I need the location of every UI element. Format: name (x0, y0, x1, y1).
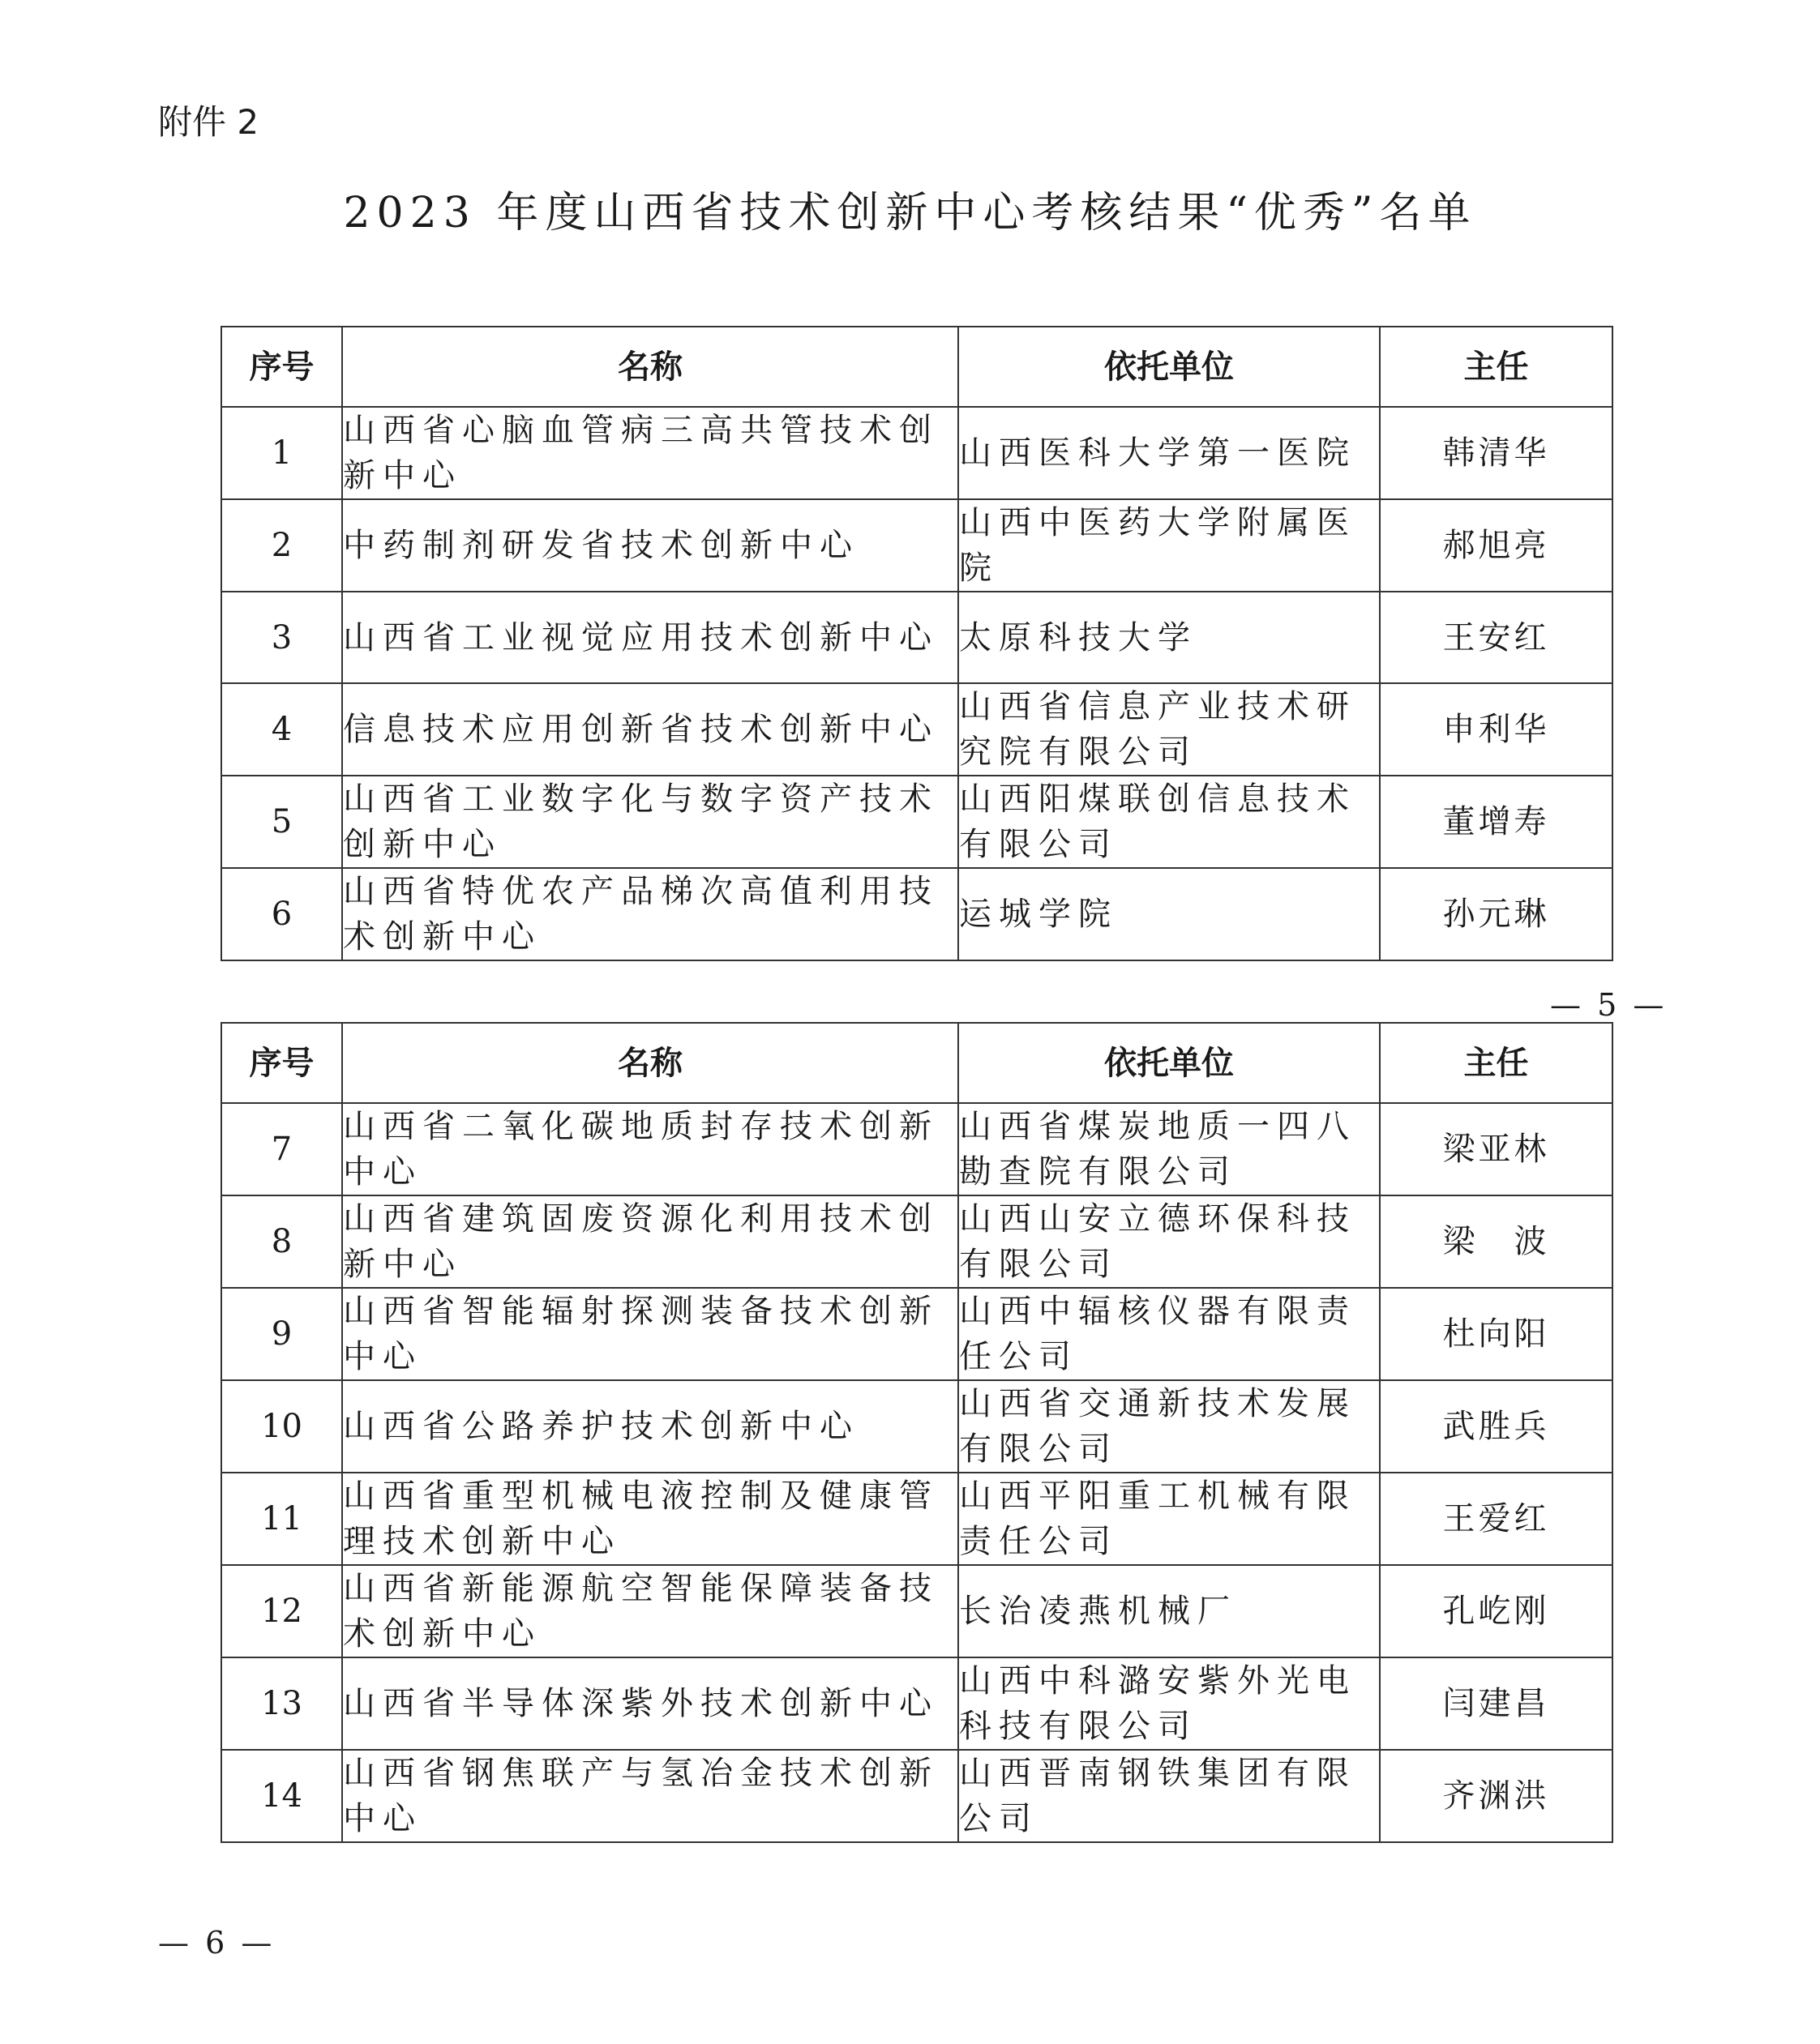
header-organization: 依托单位 (958, 327, 1380, 407)
table-row (221, 1750, 1612, 1842)
row-organization: 山西晋南钢铁集团有限公司 (958, 1750, 1380, 1842)
row-name: 山西省心脑血管病三高共管技术创新中心 (342, 407, 958, 499)
row-index: 12 (221, 1565, 342, 1657)
document-title: 2023 年度山西省技术创新中心考核结果“优秀”名单 (343, 189, 1477, 237)
table-row (221, 1195, 1612, 1288)
row-name: 山西省半导体深紫外技术创新中心 (342, 1657, 958, 1750)
row-name: 山西省公路养护技术创新中心 (342, 1380, 958, 1473)
row-name: 山西省工业视觉应用技术创新中心 (342, 592, 958, 683)
row-index: 7 (221, 1103, 342, 1195)
header-organization: 依托单位 (958, 1023, 1380, 1103)
table-row (221, 1565, 1612, 1657)
table-row (221, 407, 1612, 499)
row-index: 10 (221, 1380, 342, 1473)
row-name: 中药制剂研发省技术创新中心 (342, 499, 958, 592)
row-index: 8 (221, 1195, 342, 1288)
row-director: 申利华 (1380, 683, 1612, 776)
row-director: 闫建昌 (1380, 1657, 1612, 1750)
row-organization: 运城学院 (958, 868, 1380, 960)
row-index: 13 (221, 1657, 342, 1750)
table-row (221, 683, 1612, 776)
row-index: 2 (221, 499, 342, 592)
row-director: 武胜兵 (1380, 1380, 1612, 1473)
page-number-5: — 5 — (1550, 987, 1668, 1023)
row-director: 董增寿 (1380, 776, 1612, 868)
row-index: 3 (221, 592, 342, 683)
header-index: 序号 (221, 1023, 342, 1103)
row-organization: 山西中医药大学附属医院 (958, 499, 1380, 592)
row-director: 梁 波 (1380, 1195, 1612, 1288)
row-index: 1 (221, 407, 342, 499)
row-organization: 长治凌燕机械厂 (958, 1565, 1380, 1657)
row-index: 5 (221, 776, 342, 868)
results-table-page-5 (221, 326, 1613, 961)
row-director: 齐渊洪 (1380, 1750, 1612, 1842)
row-organization: 山西医科大学第一医院 (958, 407, 1380, 499)
table-row (221, 1473, 1612, 1565)
page-number-6: — 6 — (158, 1925, 276, 1961)
row-organization: 山西山安立德环保科技有限公司 (958, 1195, 1380, 1288)
table-row (221, 776, 1612, 868)
row-organization: 山西中辐核仪器有限责任公司 (958, 1288, 1380, 1380)
header-director: 主任 (1380, 327, 1612, 407)
table-row (221, 1103, 1612, 1195)
row-organization: 山西平阳重工机械有限责任公司 (958, 1473, 1380, 1565)
row-director: 孙元琳 (1380, 868, 1612, 960)
row-organization: 山西省煤炭地质一四八勘查院有限公司 (958, 1103, 1380, 1195)
row-name: 山西省二氧化碳地质封存技术创新中心 (342, 1103, 958, 1195)
header-director: 主任 (1380, 1023, 1612, 1103)
table-row (221, 592, 1612, 683)
row-organization: 山西阳煤联创信息技术有限公司 (958, 776, 1380, 868)
header-name: 名称 (342, 327, 958, 407)
row-name: 山西省钢焦联产与氢冶金技术创新中心 (342, 1750, 958, 1842)
row-organization: 山西省交通新技术发展有限公司 (958, 1380, 1380, 1473)
row-director: 梁亚林 (1380, 1103, 1612, 1195)
row-director: 郝旭亮 (1380, 499, 1612, 592)
row-index: 6 (221, 868, 342, 960)
row-name: 山西省特优农产品梯次高值利用技术创新中心 (342, 868, 958, 960)
table-row (221, 1288, 1612, 1380)
header-name: 名称 (342, 1023, 958, 1103)
row-name: 山西省建筑固废资源化利用技术创新中心 (342, 1195, 958, 1288)
header-index: 序号 (221, 327, 342, 407)
row-name: 山西省智能辐射探测装备技术创新中心 (342, 1288, 958, 1380)
row-director: 杜向阳 (1380, 1288, 1612, 1380)
table-row (221, 1380, 1612, 1473)
row-director: 孔屹刚 (1380, 1565, 1612, 1657)
row-director: 王安红 (1380, 592, 1612, 683)
row-director: 韩清华 (1380, 407, 1612, 499)
table-header-row (221, 1023, 1612, 1103)
table-header-row (221, 327, 1612, 407)
table-row (221, 1657, 1612, 1750)
row-organization: 山西省信息产业技术研究院有限公司 (958, 683, 1380, 776)
row-organization: 太原科技大学 (958, 592, 1380, 683)
table-row (221, 868, 1612, 960)
row-name: 山西省工业数字化与数字资产技术创新中心 (342, 776, 958, 868)
row-name: 信息技术应用创新省技术创新中心 (342, 683, 958, 776)
row-index: 11 (221, 1473, 342, 1565)
results-table-page-6 (221, 1022, 1613, 1843)
row-director: 王爱红 (1380, 1473, 1612, 1565)
row-index: 14 (221, 1750, 342, 1842)
row-organization: 山西中科潞安紫外光电科技有限公司 (958, 1657, 1380, 1750)
row-name: 山西省重型机械电液控制及健康管理技术创新中心 (342, 1473, 958, 1565)
row-name: 山西省新能源航空智能保障装备技术创新中心 (342, 1565, 958, 1657)
table-row (221, 499, 1612, 592)
row-index: 4 (221, 683, 342, 776)
attachment-label: 附件 2 (158, 102, 259, 142)
row-index: 9 (221, 1288, 342, 1380)
